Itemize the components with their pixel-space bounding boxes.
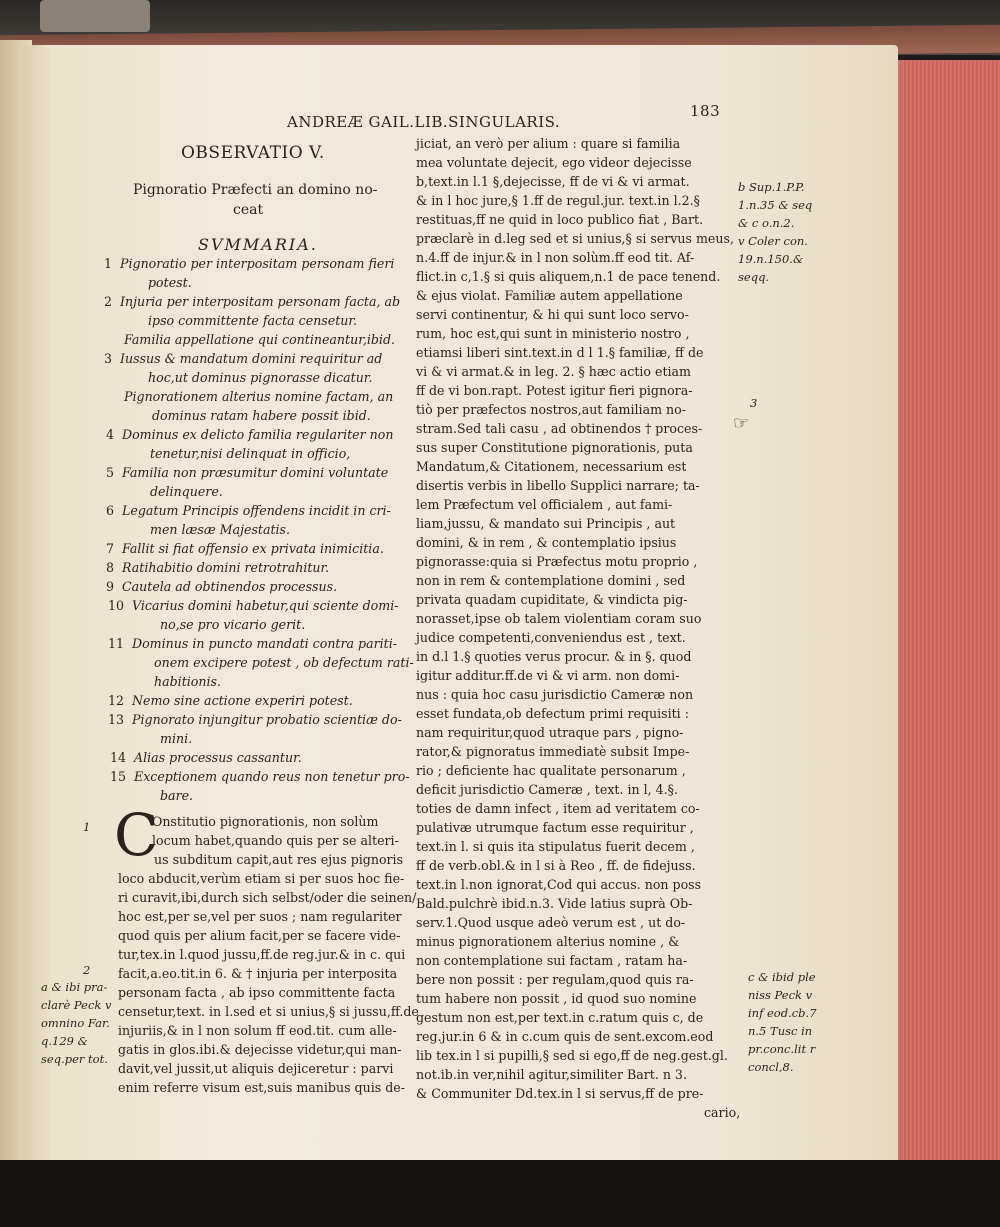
body-line: domini, & in rem , & contemplatio ipsius: [416, 535, 677, 550]
body-line: sus super Constitutione pignorationis, puta: [416, 440, 693, 455]
body-line: loco abducit,verùm etiam si per suos hoc fie-: [118, 871, 405, 886]
summary-number: 14: [110, 750, 127, 765]
body-line: Mandatum,& Citationem, necessarium est: [416, 459, 687, 474]
body-line: pignorasse:quia si Præfectus motu proprio ,: [416, 554, 698, 569]
body-line: jiciat, an verò per alium : quare si familia: [416, 136, 681, 151]
body-line: norasset,ipse ob talem violentiam coram suo: [416, 611, 702, 626]
summary-line: ipso committente facta censetur.: [148, 313, 358, 328]
body-line: non in rem & contemplatione domini , sed: [416, 573, 686, 588]
pointing-hand-ornament: ☞: [733, 413, 750, 434]
body-line: n.4.ff de injur.& in l non solùm.ff eod tit. Af-: [416, 250, 695, 265]
body-line: facit,a.eo.tit.in 6. & † injuria per interposita: [118, 966, 398, 981]
body-line: injuriis,& in l non solum ff eod.tit. cum alle-: [118, 1023, 397, 1038]
margin-note: n.5 Tusc in: [748, 1024, 813, 1038]
margin-note: pr.conc.lit r: [748, 1042, 816, 1056]
summary-line: Dominus ex delicto familia regulariter non: [122, 427, 394, 442]
summary-line: Familia appellatione qui contineantur,ibid.: [124, 332, 396, 347]
summary-line: delinquere.: [150, 484, 223, 499]
body-line: & in l hoc jure,§ 1.ff de regul.jur. text.in l.2.§: [416, 193, 700, 208]
margin-note: seq.per tot.: [41, 1052, 108, 1066]
summary-number: 3: [104, 351, 113, 366]
body-line: tur,tex.in l.quod jussu,ff.de reg.jur.& in c. qui: [118, 947, 406, 962]
summaria-heading: SVMMARIA.: [198, 235, 318, 254]
summary-line: tenetur,nisi delinquat in officio,: [150, 446, 351, 461]
summary-line: mini.: [160, 731, 193, 746]
drop-capital: C: [114, 801, 159, 869]
body-line: lib tex.in l si pupilli,§ sed si ego,ff de neg.gest.gl.: [416, 1048, 728, 1063]
margin-note: omnino Far.: [41, 1016, 110, 1030]
summary-number: 11: [108, 636, 125, 651]
body-line: cario,: [704, 1105, 741, 1120]
body-line: mea voluntate dejecit, ego videor dejecisse: [416, 155, 692, 170]
summary-line: Iussus & mandatum domini requiritur ad: [120, 351, 383, 366]
margin-note: 1: [83, 820, 91, 834]
summary-number: 1: [104, 256, 113, 271]
background-bottom: [0, 1160, 1000, 1227]
margin-note: 3: [750, 396, 758, 410]
summary-line: Pignorato injungitur probatio scientiæ do-: [132, 712, 402, 727]
summary-line: onem excipere potest , ob defectum rati-: [154, 655, 414, 670]
margin-note: niss Peck v: [748, 988, 813, 1002]
body-line: rator,& pignoratus immediatè subsit Impe-: [416, 744, 690, 759]
margin-note: & c o.n.2.: [738, 216, 795, 230]
running-title: ANDREÆ GAIL.LIB.SINGULARIS.: [287, 113, 561, 131]
body-line: ri curavit,ibi,durch sich selbst/oder die seinen/: [118, 890, 417, 905]
summary-line: habitionis.: [154, 674, 221, 689]
body-line: hoc est,per se,vel per suos ; nam regulariter: [118, 909, 402, 924]
margin-note: v Coler con.: [738, 234, 808, 248]
body-line: disertis verbis in libello Supplici narrare; ta-: [416, 478, 700, 493]
body-line: not.ib.in ver,nihil agitur,similiter Bart. n 3.: [416, 1067, 687, 1082]
body-line: bere non possit : per regulam,quod quis ra-: [416, 972, 694, 987]
summary-number: 2: [104, 294, 113, 309]
margin-note: b Sup.1.P.P.: [738, 180, 805, 194]
body-line: rio ; deficiente hac qualitate personarum ,: [416, 763, 686, 778]
body-line: deficit jurisdictio Cameræ , text. in l, 4.§.: [416, 782, 678, 797]
red-page-edges: [885, 60, 1000, 1170]
body-line: restituas,ff ne quid in loco publico fiat , Bart.: [416, 212, 704, 227]
summary-line: Dominus in puncto mandati contra pariti-: [132, 636, 397, 651]
body-line: tiò per præfectos nostros,aut familiam no-: [416, 402, 686, 417]
summary-number: 15: [110, 769, 127, 784]
summary-line: Legatum Principis offendens incidit in cri-: [122, 503, 391, 518]
summary-number: 4: [106, 427, 115, 442]
body-line: liam,jussu, & mandato sui Principis , aut: [416, 516, 676, 531]
body-line: privata quadam cupiditate, & vindicta pig-: [416, 592, 688, 607]
body-line: & ejus violat. Familiæ autem appellatione: [416, 288, 683, 303]
summary-line: bare.: [160, 788, 194, 803]
summary-number: 10: [108, 598, 125, 613]
summary-line: Fallit si fiat offensio ex privata inimicitia.: [122, 541, 384, 556]
body-line: locum habet,quando quis per se alteri-: [152, 833, 399, 848]
body-line: tum habere non possit , id quod suo nomine: [416, 991, 697, 1006]
body-line: non contemplatione sui factam , ratam ha-: [416, 953, 688, 968]
summary-line: Alias processus cassantur.: [134, 750, 302, 765]
body-line: lem Præfectum vel officialem , aut fami-: [416, 497, 673, 512]
summary-number: 9: [106, 579, 115, 594]
margin-note: clarè Peck v: [41, 998, 112, 1012]
body-line: b,text.in l.1 §,dejecisse, ff de vi & vi armat.: [416, 174, 690, 189]
body-line: gestum non est,per text.in c.ratum quis c, de: [416, 1010, 704, 1025]
summary-line: Pignoratio per interpositam personam fieri: [120, 256, 395, 271]
margin-note: a & ibi pra-: [41, 980, 108, 994]
book-clasp: [40, 0, 150, 32]
body-line: Bald.pulchrè ibid.n.3. Vide latius suprà Ob-: [416, 896, 693, 911]
body-line: & Communiter Dd.tex.in l si servus,ff de pre-: [416, 1086, 704, 1101]
summary-number: 8: [106, 560, 115, 575]
summary-line: potest.: [148, 275, 192, 290]
body-line: toties de damn infect , item ad veritatem co-: [416, 801, 700, 816]
body-line: esset fundata,ob defectum primi requisiti :: [416, 706, 689, 721]
summary-line: dominus ratam habere possit ibid.: [152, 408, 371, 423]
margin-note: 1.n.35 & seq: [738, 198, 813, 212]
margin-note: 2: [83, 963, 91, 977]
body-line: Onstitutio pignorationis, non solùm: [152, 814, 379, 829]
margin-note: c & ibid ple: [748, 970, 816, 984]
summary-number: 5: [106, 465, 115, 480]
body-line: censetur,text. in l.sed et si unius,§ si jussu,ff.de: [118, 1004, 419, 1019]
body-line: serv.1.Quod usque adeò verum est , ut do-: [416, 915, 686, 930]
body-line: servi continentur, & hi qui sunt loco servo-: [416, 307, 689, 322]
body-line: enim referre visum est,suis manibus quis de-: [118, 1080, 405, 1095]
summary-line: men læsæ Majestatis.: [150, 522, 291, 537]
summary-number: 7: [106, 541, 115, 556]
body-line: judice competenti,conveniendus est , text.: [416, 630, 686, 645]
summary-line: Nemo sine actione experiri potest.: [132, 693, 353, 708]
body-line: igitur additur.ff.de vi & vi arm. non domi-: [416, 668, 680, 683]
body-line: davit,vel jussit,ut aliquis dejiceretur : parvi: [118, 1061, 394, 1076]
observatio-title: OBSERVATIO V.: [181, 143, 325, 163]
summary-number: 12: [108, 693, 125, 708]
observatio-subtitle-2: ceat: [233, 202, 264, 218]
body-line: rum, hoc est,qui sunt in ministerio nostro ,: [416, 326, 690, 341]
page-number: 183: [690, 102, 721, 120]
body-line: text.in l.non ignorat,Cod qui accus. non poss: [416, 877, 702, 892]
body-line: præclarè in d.leg sed et si unius,§ si servus meus,: [416, 231, 734, 246]
body-line: in d.l 1.§ quoties verus procur. & in §. quod: [416, 649, 692, 664]
body-line: text.in l. si quis ita stipulatus fuerit decem ,: [416, 839, 695, 854]
body-line: personam facta , ab ipso committente facta: [118, 985, 396, 1000]
body-line: stram.Sed tali casu , ad obtinendos † proces-: [416, 421, 703, 436]
body-line: etiamsi liberi sint.text.in d l 1.§ familiæ, ff de: [416, 345, 704, 360]
summary-line: Familia non præsumitur domini voluntate: [122, 465, 389, 480]
margin-note: 19.n.150.&: [738, 252, 804, 266]
body-line: ff de verb.obl.& in l si à Reo , ff. de fidejuss.: [416, 858, 696, 873]
margin-note: seqq.: [738, 270, 770, 284]
body-line: pulativæ utrumque factum esse requiritur ,: [416, 820, 694, 835]
margin-note: inf eod.cb.7: [748, 1006, 817, 1020]
body-line: flict.in c,1.§ si quis aliquem,n.1 de pace tenend.: [416, 269, 721, 284]
summary-line: Vicarius domini habetur,qui sciente domi-: [132, 598, 399, 613]
margin-note: concl,8.: [748, 1060, 794, 1074]
summary-line: Ratihabitio domini retrotrahitur.: [122, 560, 330, 575]
observatio-subtitle-1: Pignoratio Præfecti an domino no-: [133, 182, 378, 198]
margin-note: q.129 &: [41, 1034, 88, 1048]
summary-number: 13: [108, 712, 125, 727]
body-line: nam requiritur,quod utraque pars , pigno-: [416, 725, 684, 740]
summary-line: Pignorationem alterius nomine factam, an: [124, 389, 394, 404]
body-line: reg.jur.in 6 & in c.cum quis de sent.excom.eod: [416, 1029, 714, 1044]
summary-number: 6: [106, 503, 115, 518]
summary-line: no,se pro vicario gerit.: [160, 617, 306, 632]
body-line: minus pignorationem alterius nomine , &: [416, 934, 680, 949]
body-line: quod quis per alium facit,per se facere vide-: [118, 928, 401, 943]
summary-line: Cautela ad obtinendos processus.: [122, 579, 338, 594]
body-line: nus : quia hoc casu jurisdictio Cameræ non: [416, 687, 694, 702]
summary-line: hoc,ut dominus pignorasse dicatur.: [148, 370, 373, 385]
body-line: vi & vi armat.& in leg. 2. § hæc actio etiam: [416, 364, 692, 379]
summary-line: Injuria per interpositam personam facta, ab: [120, 294, 401, 309]
summary-line: Exceptionem quando reus non tenetur pro-: [134, 769, 410, 784]
body-line: ff de vi bon.rapt. Potest igitur fieri pignora-: [416, 383, 693, 398]
body-line: us subditum capit,aut res ejus pignoris: [154, 852, 404, 867]
body-line: gatis in glos.ibi.& dejecisse videtur,qui man-: [118, 1042, 402, 1057]
